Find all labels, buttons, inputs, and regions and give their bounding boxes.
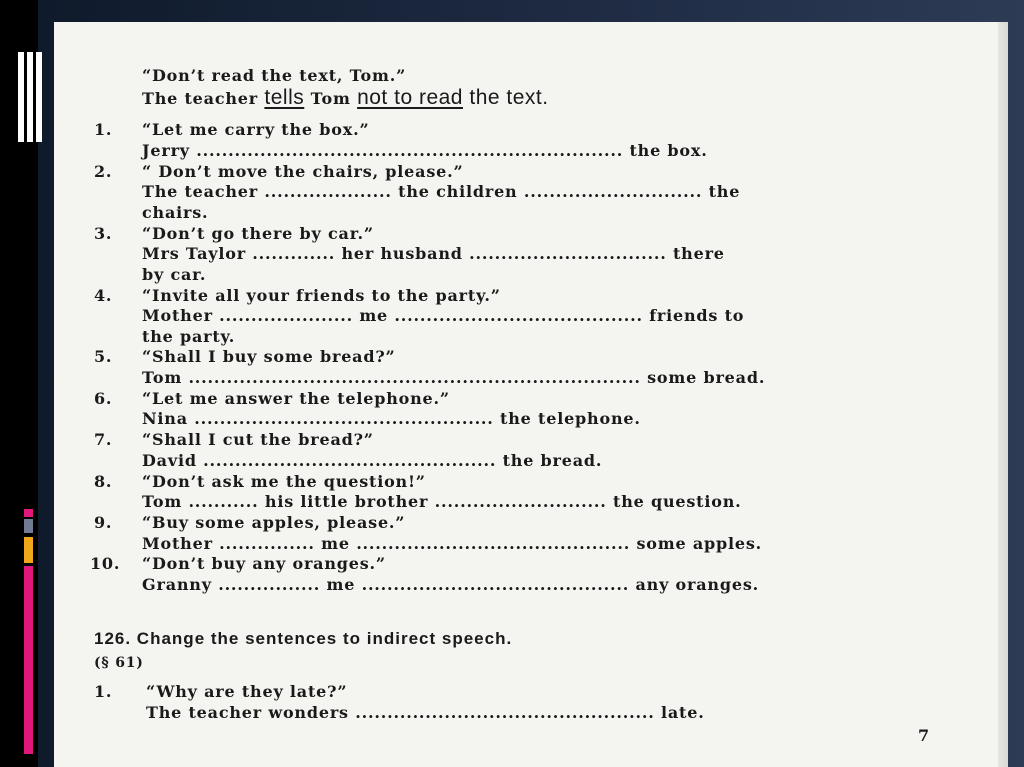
example-answer-mid: Tom	[310, 89, 351, 108]
item-answer: Granny ................ me .......................................... any oranges.	[142, 575, 760, 594]
exercise-item-number: 1.	[94, 682, 113, 701]
item-answer: Mrs Taylor ............. her husband ............................... there	[142, 244, 725, 263]
item-number: 5.	[94, 347, 113, 366]
item-quote: “Shall I buy some bread?”	[142, 347, 396, 366]
exercise-item-quote: “Why are they late?”	[146, 682, 348, 701]
item-answer: Nina ............................................... the telephone.	[142, 409, 641, 428]
item-quote: “Invite all your friends to the party.”	[142, 286, 501, 305]
item-answer: Mother ............... me ........................................... some apples.	[142, 534, 763, 553]
page-edge	[998, 22, 1008, 767]
item-answer-continued: chairs.	[142, 203, 209, 222]
item-number: 3.	[94, 224, 113, 243]
item-number: 10.	[90, 554, 121, 573]
example-answer-pre: The teacher	[142, 89, 259, 108]
item-number: 7.	[94, 430, 113, 449]
item-answer: Tom ........... his little brother ........................... the question.	[142, 492, 742, 511]
item-number: 4.	[94, 286, 113, 305]
item-quote: “ Don’t move the chairs, please.”	[142, 162, 464, 181]
item-quote: “Buy some apples, please.”	[142, 513, 406, 532]
item-answer-continued: the party.	[142, 327, 236, 346]
item-answer: David .............................................. the bread.	[142, 451, 603, 470]
item-quote: “Let me carry the box.”	[142, 120, 370, 139]
example-verb: tells	[264, 86, 305, 109]
item-answer: Tom ....................................................................... some bread.	[142, 368, 766, 387]
item-number: 9.	[94, 513, 113, 532]
item-quote: “Don’t buy any oranges.”	[142, 554, 386, 573]
item-quote: “Don’t ask me the question!”	[142, 472, 426, 491]
item-answer-continued: by car.	[142, 265, 207, 284]
scan-mark-icon	[18, 52, 48, 142]
item-answer: Mother ..................... me ....................................... friends to	[142, 306, 745, 325]
item-number: 2.	[94, 162, 113, 181]
item-number: 6.	[94, 389, 113, 408]
exercise-item-answer: The teacher wonders ............................................... late.	[146, 703, 705, 722]
item-answer: The teacher .................... the children ............................ the	[142, 182, 741, 201]
item-quote: “Shall I cut the bread?”	[142, 430, 374, 449]
accent-bar-pink-small	[24, 509, 33, 517]
exercise-ref: (§ 61)	[94, 655, 144, 671]
item-number: 8.	[94, 472, 113, 491]
accent-bar-gold	[24, 537, 33, 563]
page-number: 7	[918, 726, 930, 745]
item-quote: “Don’t go there by car.”	[142, 224, 374, 243]
example-answer	[142, 88, 549, 109]
exercise-title: 126. Change the sentences to indirect speech.	[94, 629, 513, 648]
example-answer-post: the text.	[469, 86, 549, 109]
item-number: 1.	[94, 120, 113, 139]
scanned-page	[54, 22, 1008, 767]
item-answer: Jerry ................................................................... the box.	[142, 141, 708, 160]
item-quote: “Let me answer the telephone.”	[142, 389, 450, 408]
accent-bar-gray	[24, 519, 33, 533]
accent-bar-pink	[24, 566, 33, 754]
example-phrase: not to read	[357, 86, 463, 109]
example-quote: “Don’t read the text, Tom.”	[142, 66, 407, 85]
